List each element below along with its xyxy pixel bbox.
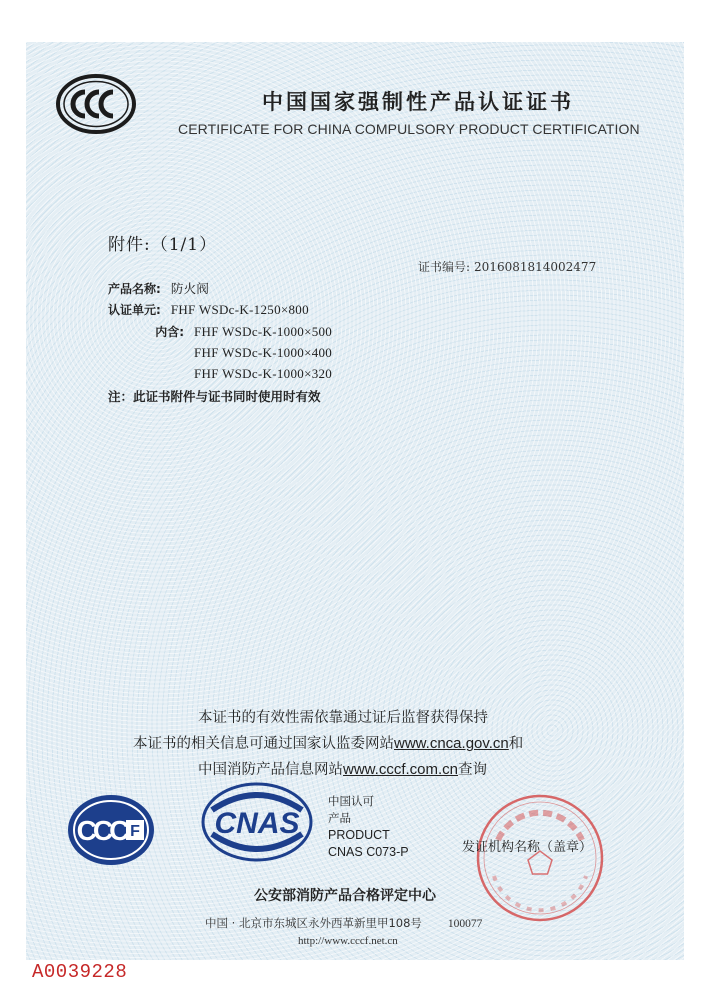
unit-label: 认证单元:	[108, 303, 161, 317]
issuing-center-name: 公安部消防产品合格评定中心	[254, 888, 436, 904]
model-value: FHF WSDc-K-1000×500	[194, 324, 333, 339]
product-name-value: 防火阀	[170, 281, 210, 296]
issuer-address	[205, 915, 482, 931]
accreditation-text	[328, 793, 409, 861]
certificate-number-label: 证书编号:	[418, 260, 471, 274]
unit-value: FHF WSDc-K-1250×800	[170, 302, 309, 317]
certificate-number	[418, 258, 600, 275]
cccf-link[interactable]: www.cccf.com.cn	[343, 761, 459, 778]
annex-label: 附件:（1/1）	[108, 235, 218, 255]
cccf-suffix: 查询	[458, 762, 488, 778]
model-row	[194, 345, 332, 361]
product-name-label: 产品名称:	[108, 282, 161, 296]
info-suffix: 和	[508, 736, 524, 752]
certificate-title-en: CERTIFICATE FOR CHINA COMPULSORY PRODUCT CERTIFICATION	[178, 121, 640, 137]
accreditation-line: PRODUCT	[328, 828, 390, 842]
contains-row	[108, 323, 332, 340]
accreditation-line: 产品	[328, 811, 351, 825]
validity-note: 注：此证书附件与证书同时使用时有效	[108, 389, 321, 404]
product-name-row	[108, 279, 209, 297]
cnas-logo-icon	[198, 780, 316, 868]
info-statement	[133, 732, 523, 753]
serial-number: A0039228	[32, 961, 128, 983]
unit-row	[108, 301, 309, 318]
issuer-seal-icon	[470, 788, 610, 932]
cccf-statement	[198, 758, 487, 779]
ccc-logo-icon	[55, 73, 137, 139]
cnca-link[interactable]: www.cnca.gov.cn	[394, 735, 509, 752]
cccf-logo-text: CCC	[76, 815, 126, 846]
issuer-label: 发证机构名称（盖章）	[462, 840, 593, 855]
cccf-prefix: 中国消防产品信息网站	[198, 762, 343, 778]
model-value: FHF WSDc-K-1000×400	[194, 345, 333, 360]
cccf-logo-badge: F	[130, 823, 140, 840]
contains-label: 内含:	[155, 325, 184, 339]
issuer-address-text: 中国 · 北京市东城区永外西革新里甲108号	[205, 916, 422, 930]
model-row	[194, 366, 332, 382]
model-value: FHF WSDc-K-1000×320	[194, 366, 333, 381]
accreditation-line: 中国认可	[328, 794, 374, 808]
validity-statement: 本证书的有效性需依靠通过证后监督获得保持	[198, 710, 488, 726]
issuer-postcode: 100077	[447, 918, 483, 930]
accreditation-line: CNAS C073-P	[328, 845, 409, 859]
cccf-logo-icon	[66, 793, 156, 871]
issuer-website-link[interactable]: http://www.cccf.net.cn	[298, 935, 398, 947]
cnas-logo-text: CNAS	[214, 807, 300, 840]
certificate-title-cn: 中国国家强制性产品认证证书	[262, 90, 574, 114]
info-prefix: 本证书的相关信息可通过国家认监委网站	[133, 736, 394, 752]
certificate-number-value: 2016081814002477	[474, 260, 597, 274]
